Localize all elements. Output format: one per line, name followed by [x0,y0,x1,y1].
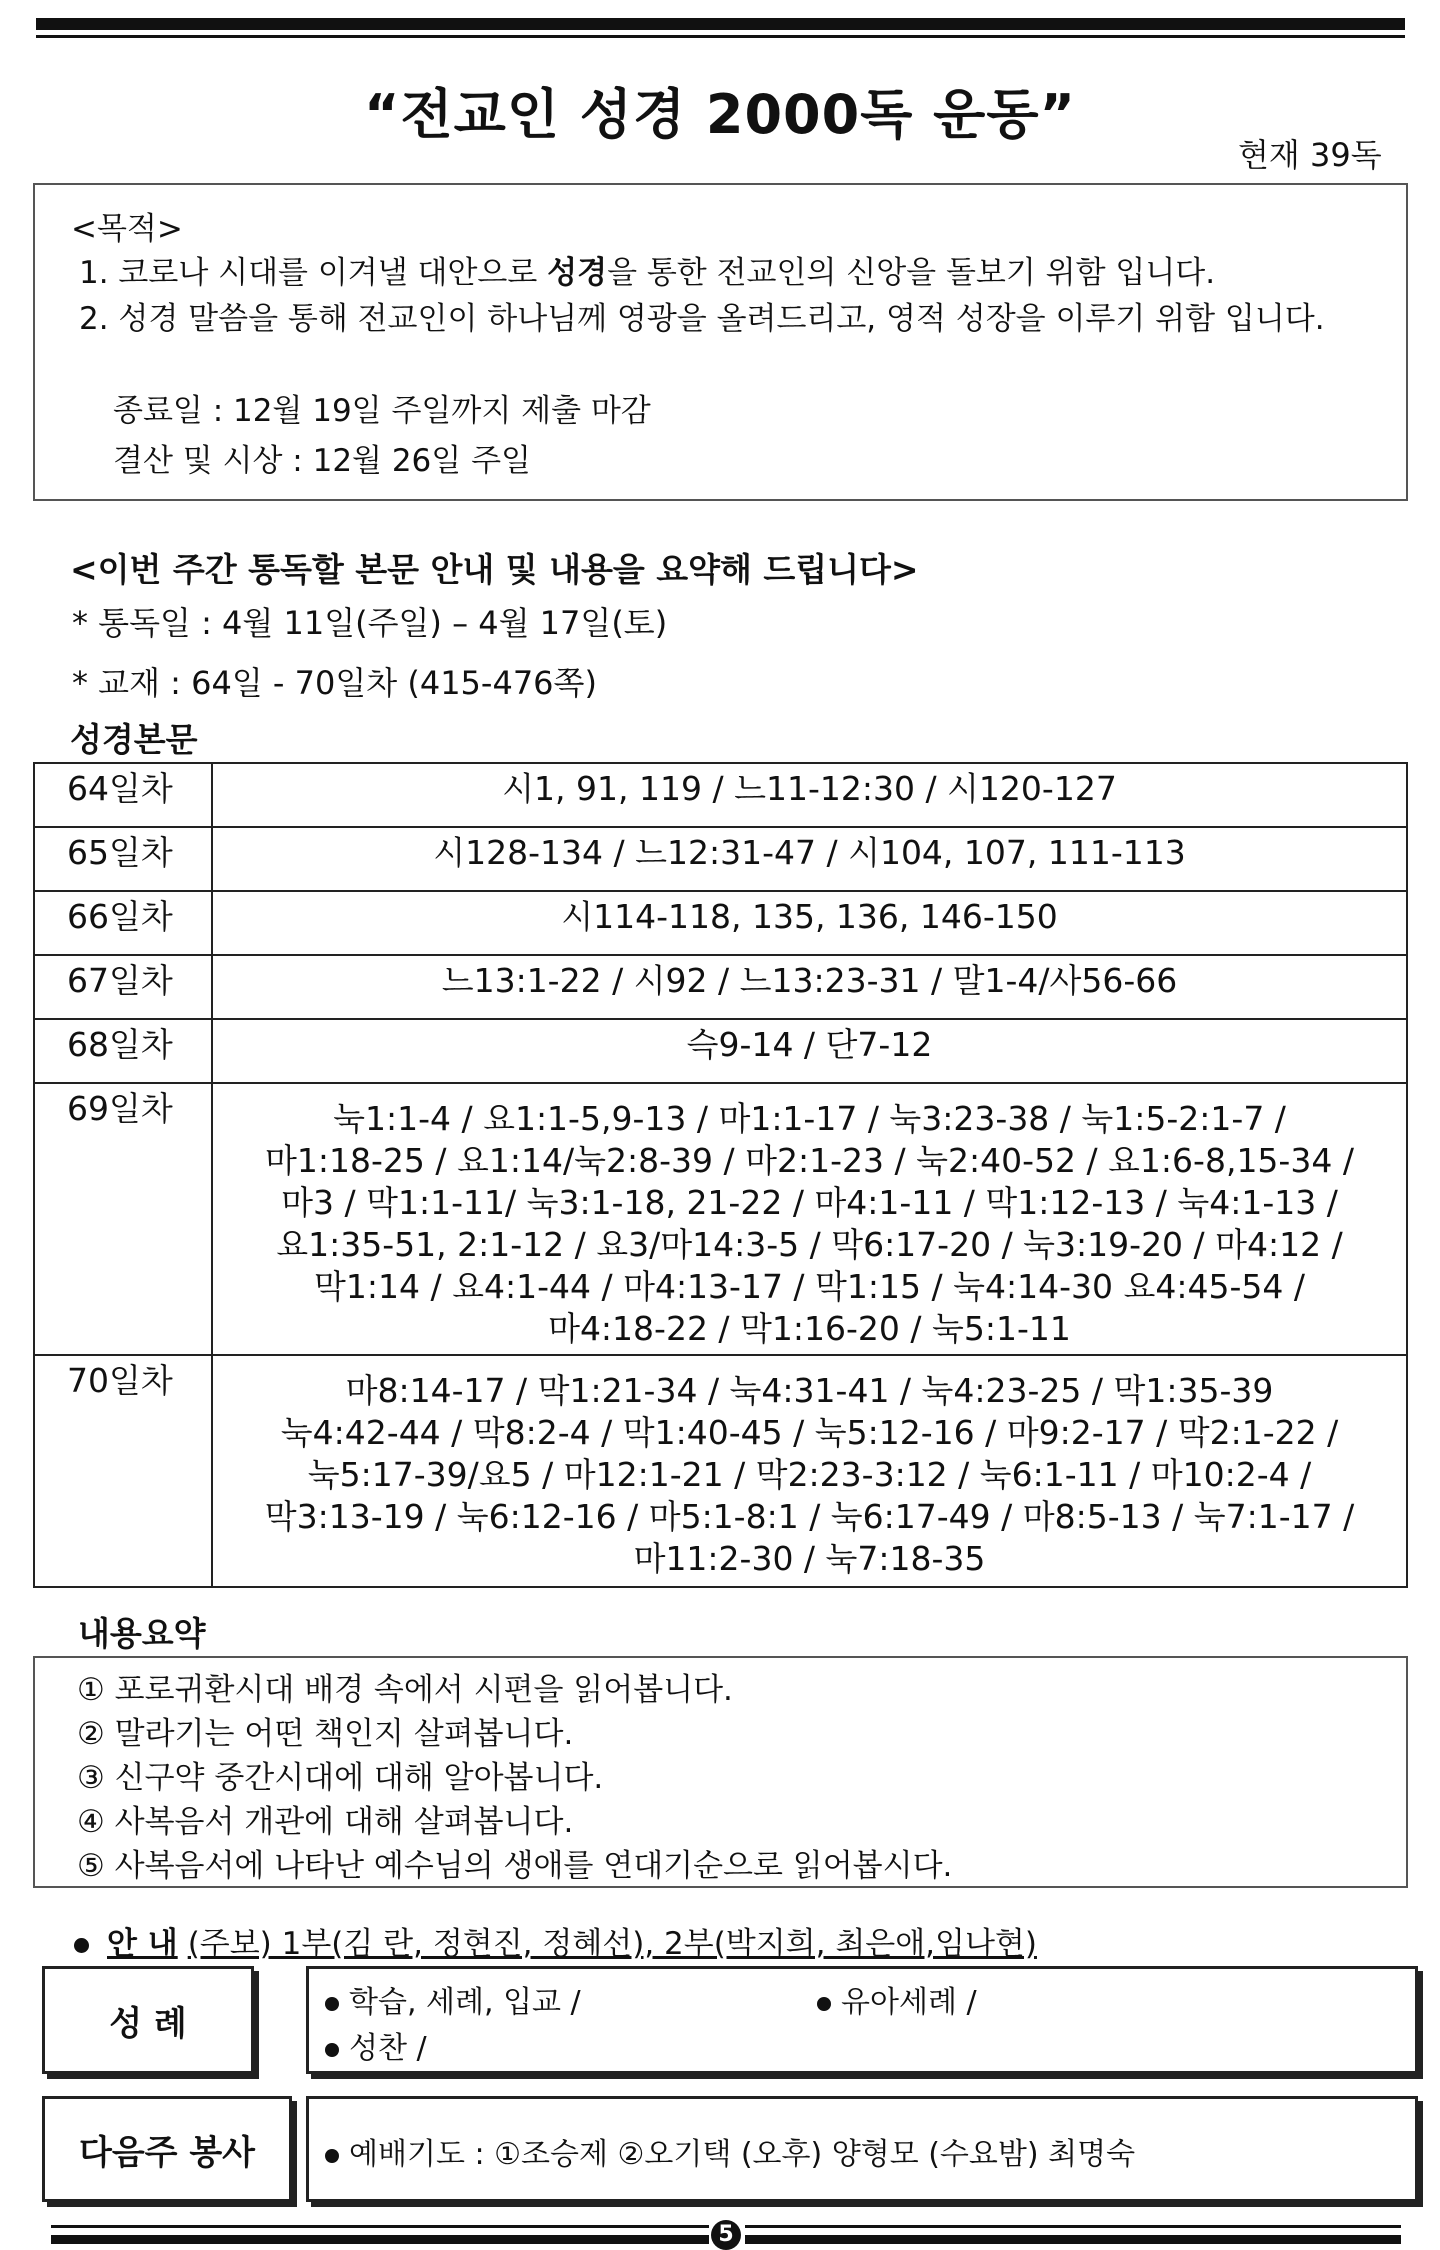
purpose-heading: <목적> [71,211,183,247]
sacrament-item-3-text: 성찬 / [349,2031,427,2066]
passage-line: 막3:13-19 / 눅6:12-16 / 마5:1-8:1 / 눅6:17-49 / 마8:5-13 / 눅7:1-17 / [264,1497,1355,1536]
passage-cell [212,891,1407,955]
next-service-text: 예배기도 : ①조승제 ②오기택 (오후) 양형모 (수요밤) 최명숙 [349,2137,1136,2172]
textbook-range: * 교재 : 64일 - 70일차 (415-476쪽) [72,664,597,702]
bullet-icon [74,1938,89,1953]
sacraments-content-box [306,1966,1418,2074]
passage-cell [212,1355,1407,1587]
passage-line: 막1:14 / 요4:1-44 / 마4:13-17 / 막1:15 / 눅4:14-30 요4:45-54 / [314,1267,1305,1306]
passage-line: 눅5:17-39/요5 / 마12:1-21 / 막2:23-3:12 / 눅6:1-11 / 마10:2-4 / [307,1455,1312,1494]
page-number: 5 [711,2220,741,2250]
bottom-rule-left [51,2235,709,2244]
summary-item: ③ 신구약 중간시대에 대해 알아봅니다. [77,1760,604,1796]
summary-box [33,1656,1408,1888]
passage-cell [212,827,1407,891]
sacraments-label: 성 례 [109,2003,187,2044]
summary-item: ⑤ 사복음서에 나타난 예수님의 생애를 연대기순으로 읽어봅시다. [77,1848,953,1884]
passage-line: 느13:1-22 / 시92 / 느13:23-31 / 말1-4/사56-66 [441,961,1178,1000]
day-cell: 66일차 [34,891,212,955]
current-count: 현재 39독 [1238,136,1382,174]
page-title: “전교인 성경 2000독 운동” [364,83,1076,146]
table-row [34,1083,1407,1355]
reading-period: * 통독일 : 4월 11일(주일) – 4월 17일(토) [72,604,668,642]
passage-cell [212,1083,1407,1355]
bullet-icon [325,2043,339,2057]
sacrament-item-1-text: 학습, 세례, 입교 / [349,1985,581,2020]
bullet-icon [325,1997,339,2011]
bottom-rule-thin-left [51,2225,709,2228]
passage-line: 마1:18-25 / 요1:14/눅2:8-39 / 마2:1-23 / 눅2:40-52 / 요1:6-8,15-34 / [265,1141,1354,1180]
purpose-box [33,183,1408,501]
summary-item: ④ 사복음서 개관에 대해 살펴봅니다. [77,1804,574,1840]
passage-line: 마4:18-22 / 막1:16-20 / 눅5:1-11 [548,1309,1071,1348]
purpose-item-1-bold: 성경 [547,255,608,291]
purpose-item-1 [79,247,1215,292]
next-service-label-box [42,2096,292,2202]
passage-line: 마3 / 막1:1-11/ 눅3:1-18, 21-22 / 마4:1-11 / 막1:12-13 / 눅4:1-13 / [281,1183,1338,1222]
day-cell: 68일차 [34,1019,212,1083]
purpose-item-2: 2. 성경 말씀을 통해 전교인이 하나님께 영광을 올려드리고, 영적 성장을 이루기 위함 입니다. [79,301,1325,337]
passage-line: 시114-118, 135, 136, 146-150 [561,897,1058,936]
summary-item: ② 말라기는 어떤 책인지 살펴봅니다. [77,1716,574,1752]
bullet-icon [817,1997,831,2011]
sacrament-item-2-text: 유아세례 / [841,1985,977,2020]
notice-label: 안 내 [107,1926,178,1962]
day-cell: 69일차 [34,1083,212,1355]
table-row [34,891,1407,955]
summary-item: ① 포로귀환시대 배경 속에서 시편을 읽어봅니다. [77,1672,733,1708]
table-row [34,1355,1407,1587]
passage-cell [212,1019,1407,1083]
end-date: 종료일 : 12월 19일 주일까지 제출 마감 [113,393,651,429]
table-row [34,955,1407,1019]
next-service-item [325,2129,1135,2173]
passage-line: 시1, 91, 119 / 느11-12:30 / 시120-127 [502,769,1117,808]
notice-text: (주보) 1부(김 란, 정현진, 정혜선), 2부(박지희, 최은애,임나현) [187,1926,1037,1962]
passage-cell [212,955,1407,1019]
table-row [34,763,1407,827]
next-service-label: 다음주 봉사 [78,2132,256,2173]
purpose-item-1-post: 을 통한 전교인의 신앙을 돌보기 위함 입니다. [607,255,1216,291]
day-cell: 65일차 [34,827,212,891]
bottom-rule-right [745,2235,1401,2244]
passage-line: 마8:14-17 / 막1:21-34 / 눅4:31-41 / 눅4:23-25 / 막1:35-39 [345,1371,1274,1410]
sacrament-item-3 [325,2023,427,2067]
top-rule-thin [36,35,1405,38]
day-cell: 67일차 [34,955,212,1019]
sacrament-item-1 [325,1977,581,2021]
summary-heading: 내용요약 [78,1614,206,1653]
weekly-heading: <이번 주간 통독할 본문 안내 및 내용을 요약해 드립니다> [70,550,919,589]
table-row [34,1019,1407,1083]
bible-table-heading: 성경본문 [70,720,198,759]
bottom-rule-thin-right [745,2225,1401,2228]
purpose-item-1-pre: 1. 코로나 시대를 이겨낼 대안으로 [79,255,548,291]
passage-cell [212,763,1407,827]
passage-line: 눅4:42-44 / 막8:2-4 / 막1:40-45 / 눅5:12-16 / 마9:2-17 / 막2:1-22 / [280,1413,1339,1452]
bible-reading-table [33,762,1408,1588]
passage-line: 눅1:1-4 / 요1:1-5,9-13 / 마1:1-17 / 눅3:23-38 / 눅1:5-2:1-7 / [333,1099,1286,1138]
passage-line: 요1:35-51, 2:1-12 / 요3/마14:3-5 / 막6:17-20 / 눅3:19-20 / 마4:12 / [276,1225,1343,1264]
passage-line: 시128-134 / 느12:31-47 / 시104, 107, 111-113 [433,833,1186,872]
bullet-icon [325,2149,339,2163]
passage-line: 마11:2-30 / 눅7:18-35 [633,1539,986,1578]
next-service-content-box [306,2096,1418,2202]
sacraments-label-box [42,1966,254,2074]
top-rule-thick [36,18,1405,30]
settlement-date: 결산 및 시상 : 12월 26일 주일 [113,443,531,479]
passage-line: 슥9-14 / 단7-12 [686,1025,933,1064]
day-cell: 70일차 [34,1355,212,1587]
day-cell: 64일차 [34,763,212,827]
table-row [34,827,1407,891]
sacrament-item-2 [817,1977,977,2021]
notice-line [74,1918,1037,1963]
